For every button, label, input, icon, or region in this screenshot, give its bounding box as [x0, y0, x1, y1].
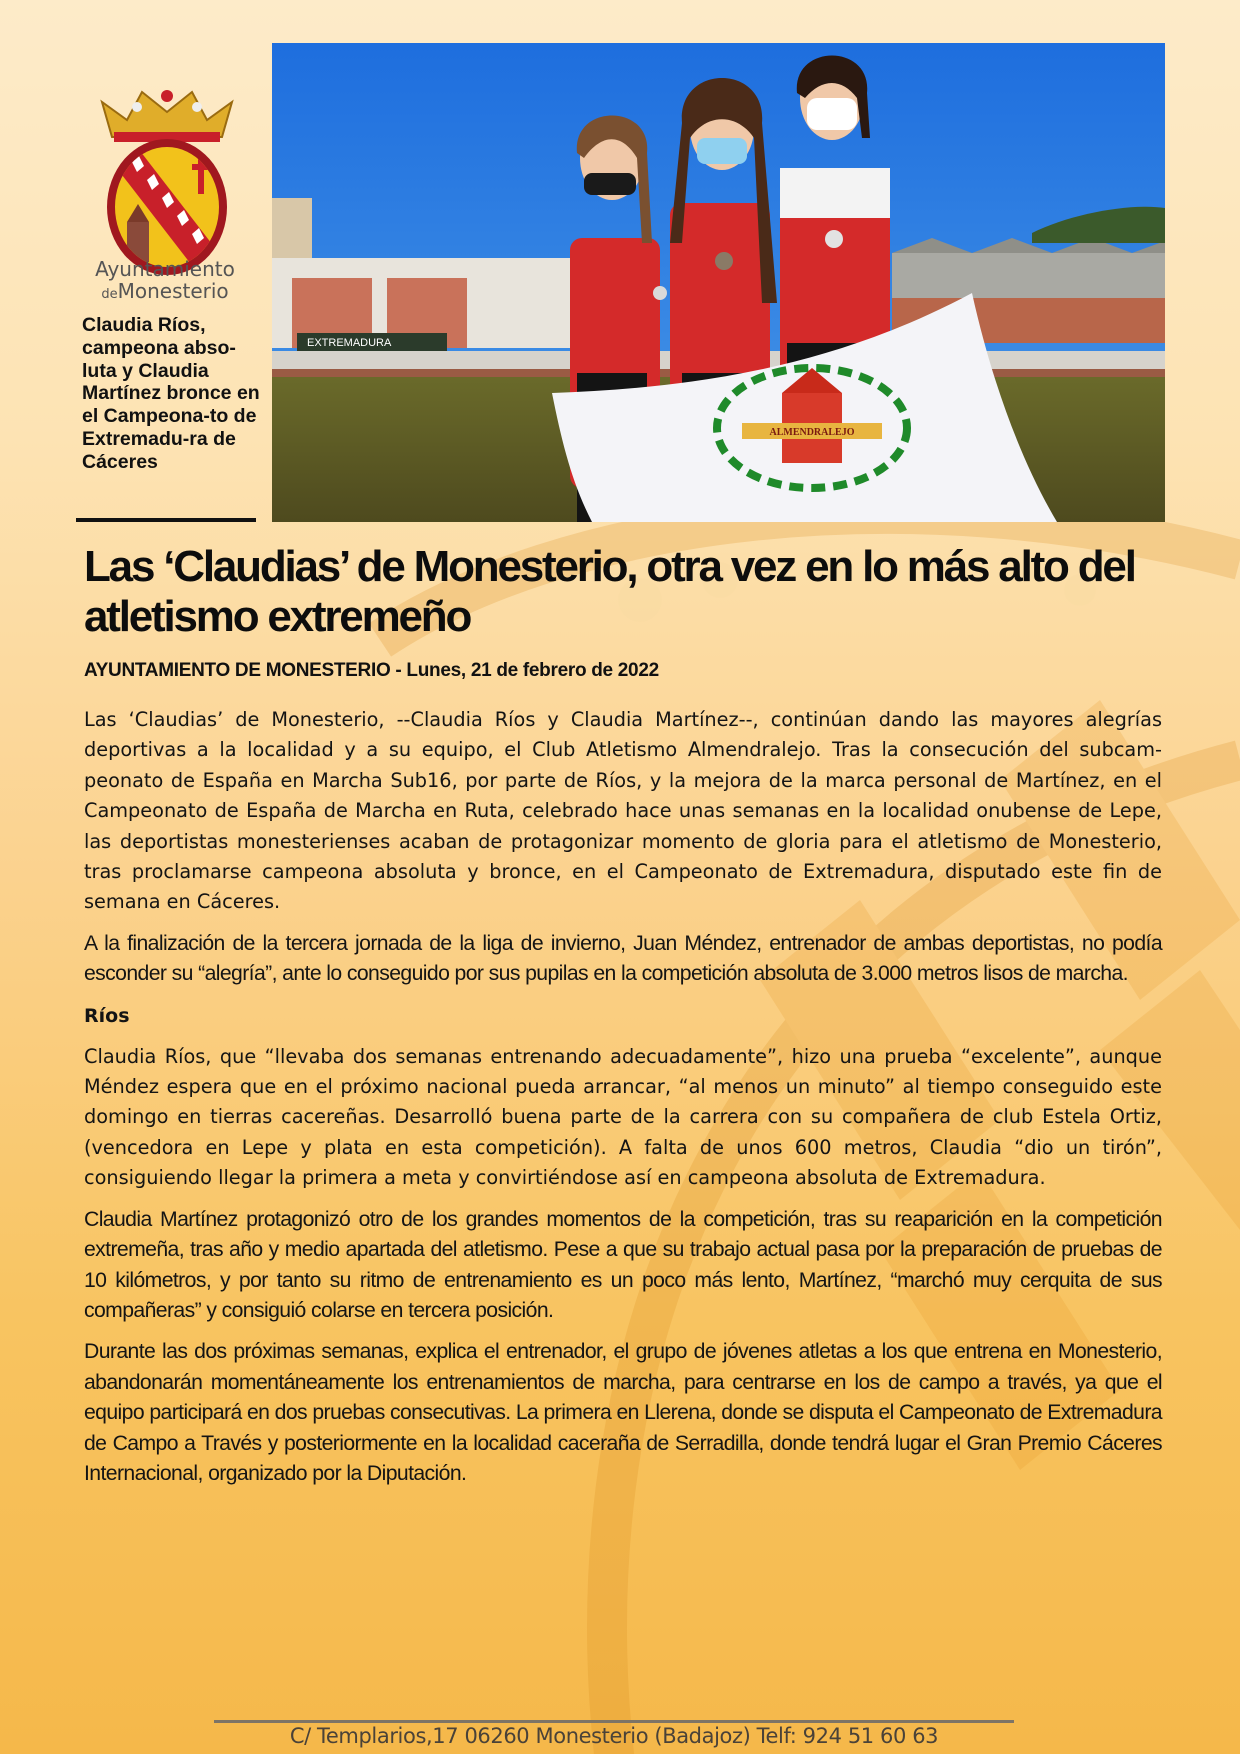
article-body [84, 705, 1162, 1500]
logo-wordmark [80, 258, 250, 306]
caption-divider [76, 518, 256, 522]
logo-name: Monesterio [117, 279, 229, 303]
section-heading-rios: Ríos [84, 1004, 130, 1027]
article-byline: AYUNTAMIENTO DE MONESTERIO - Lunes, 21 de febrero de 2022 [84, 660, 659, 681]
logo-line-ayuntamiento: Ayuntamiento [95, 257, 235, 281]
paragraph-upcoming: Durante las dos próximas semanas, explica el entrenador, el grupo de jóvenes atletas a los que entrena en Monesterio, abandonarán momentáneamente los entrenamientos de marcha, para centrarse en los de campo a través, ya que el equipo participará en dos pruebas consecutivas. La primera en Llerena, donde se disputa el Campeonato de Extremadura de Campo a Través y posteriormente en la localidad caceraña de Serradilla, donde tendrá lugar el Gran Premio Cáceres Internacional, organizado por la Diputación. [84, 1340, 1162, 1485]
paragraph-coach: A la finalización de la tercera jornada de la liga de invierno, Juan Méndez, entrenador de ambas deportistas, no podía esconder su “alegría”, ante lo conseguido por sus pupilas en la competición absoluta de 3.000 metros lisos de marcha. [84, 931, 1162, 986]
paragraph-martinez: Claudia Martínez protagonizó otro de los grandes momentos de la competición, tras su reaparición en la competición extremeña, tras año y medio apartada del atletismo. Pese a que su trabajo actual pasa por la preparación de pruebas de 10 kilómetros, y por tanto su ritmo de entrenamiento es un poco más lento, Martínez, “marchó muy cerquita de sus compañeras” y consiguió colarse en tercera posición. [84, 1207, 1162, 1322]
article-headline: Las ‘Claudias’ de Monesterio, otra vez en lo más alto del atletismo extremeño [84, 542, 1135, 641]
footer-divider [214, 1720, 1014, 1723]
athletes-photo [272, 43, 1165, 522]
paragraph-rios: Claudia Ríos, que “llevaba dos semanas entrenando adecuadamente”, hizo una prueba “excelente”, aunque Méndez espera que en el próximo nacional pueda arrancar, “al menos un minuto” al tiempo conseguido este domingo en tierras cacereñas. Desarrolló buena parte de la carrera con su compañera de club Estela Ortiz, (vencedora en Lepe y plata en esta competición). A falta de unos 600 metros, Claudia “dio un tirón”, consiguiendo llegar la primera a meta y convirtiéndose así en campeona absoluta de Extremadura. [84, 1044, 1162, 1190]
stadium-banner-text: EXTREMADURA [307, 337, 392, 349]
paragraph-intro: Las ‘Claudias’ de Monesterio, --Claudia Ríos y Claudia Martínez--, continúan dando las mayores alegrías deportivas a la localidad y a su equipo, el Club Atletismo Almendralejo. Tras la consecución del subcampeonato de España en Marcha Sub16, por parte de Ríos, y la mejora de la marca personal de Martínez, en el Campeonato de España de Marcha en Ruta, celebrado hace unas semanas en la localidad onubense de Lepe, las deportistas monesterienses acaban de protagonizar momento de gloria para el atletismo de Monesterio, tras proclamarse campeona absoluta y bronce, en el Campeonato de Extremadura, disputado este fin de semana en Cáceres. [84, 708, 1162, 914]
photo-caption: Claudia Ríos, campeona abso-luta y Claudia Martínez bronce en el Campeona-to de Extremadu-ra de Cáceres [82, 314, 260, 473]
flag-emblem-text: ALMENDRALEJO [769, 427, 855, 438]
footer-address: C/ Templarios,17 06260 Monesterio (Badajoz) Telf: 924 51 60 63 [289, 1724, 939, 1748]
logo-line-monesterio [80, 280, 250, 306]
logo-prefix-de: de [101, 287, 118, 302]
crown-icon [102, 90, 232, 142]
